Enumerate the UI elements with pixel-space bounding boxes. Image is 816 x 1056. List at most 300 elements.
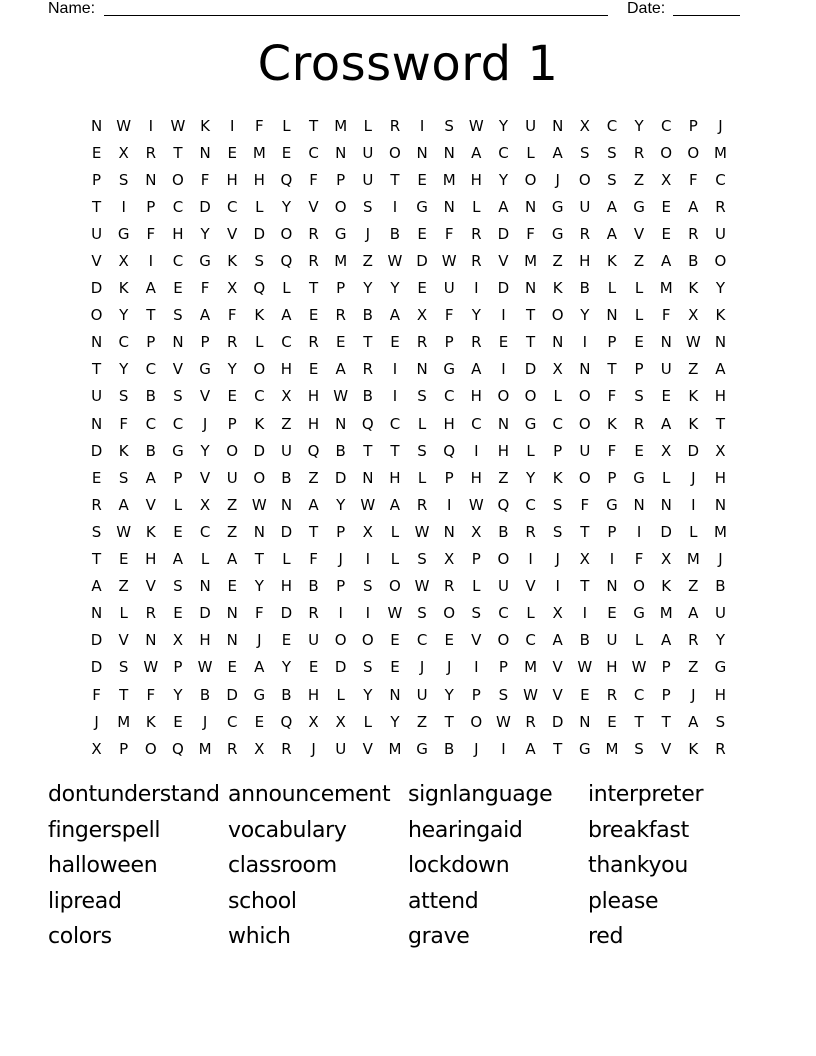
- grid-letter: T: [363, 333, 373, 352]
- grid-letter: O: [253, 468, 266, 487]
- grid-letter: X: [661, 170, 672, 189]
- grid-letter: H: [497, 441, 510, 460]
- grid-letter: V: [362, 739, 373, 758]
- grid-letter: S: [118, 170, 129, 189]
- grid-letter: T: [553, 739, 563, 758]
- grid-letter: O: [578, 468, 591, 487]
- grid-letter: A: [661, 252, 672, 271]
- grid-letter: R: [226, 739, 238, 758]
- grid-letter: Y: [715, 279, 726, 298]
- grid-letter: C: [660, 116, 672, 135]
- grid-letter: H: [307, 387, 320, 406]
- grid-letter: A: [688, 712, 699, 731]
- grid-letter: C: [172, 197, 184, 216]
- grid-letter: K: [200, 116, 210, 135]
- grid-letter: Y: [363, 279, 373, 298]
- grid-letter: M: [524, 658, 538, 677]
- grid-letter: C: [498, 143, 509, 162]
- grid-letter: L: [526, 604, 535, 623]
- grid-letter: A: [172, 550, 184, 569]
- grid-letter: C: [525, 631, 536, 650]
- grid-letter: E: [308, 306, 319, 325]
- grid-letter: F: [661, 306, 671, 325]
- grid-letter: O: [551, 306, 564, 325]
- grid-letter: M: [117, 712, 131, 731]
- word-bank-item: signlanguage: [408, 782, 553, 807]
- grid-letter: L: [634, 631, 644, 650]
- grid-letter: Y: [498, 116, 509, 135]
- grid-letter: L: [526, 143, 535, 162]
- grid-letter: Q: [280, 712, 293, 731]
- grid-letter: N: [552, 116, 564, 135]
- grid-letter: E: [661, 197, 671, 216]
- grid-letter: S: [715, 712, 726, 731]
- grid-letter: E: [417, 170, 427, 189]
- grid-letter: C: [172, 414, 184, 433]
- grid-letter: L: [282, 116, 291, 135]
- grid-letter: I: [474, 658, 479, 677]
- grid-letter: D: [497, 279, 510, 298]
- grid-letter: U: [660, 360, 672, 379]
- grid-letter: L: [662, 468, 671, 487]
- grid-letter: W: [197, 658, 213, 677]
- grid-letter: U: [280, 441, 292, 460]
- grid-letter: D: [226, 685, 238, 704]
- word-bank-item: fingerspell: [48, 817, 161, 843]
- grid-letter: A: [471, 143, 482, 162]
- grid-letter: N: [660, 495, 672, 514]
- grid-letter: S: [173, 577, 183, 596]
- grid-letter: U: [226, 468, 238, 487]
- grid-letter: T: [661, 712, 671, 731]
- grid-letter: S: [634, 739, 644, 758]
- grid-letter: T: [580, 522, 590, 541]
- grid-letter: V: [471, 631, 482, 650]
- grid-letter: E: [281, 631, 292, 650]
- grid-letter: K: [607, 414, 617, 433]
- grid-letter: O: [633, 577, 645, 596]
- grid-letter: A: [145, 279, 156, 298]
- grid-letter: D: [90, 441, 103, 460]
- grid-letter: I: [419, 116, 425, 135]
- grid-letter: O: [578, 170, 591, 189]
- grid-letter: Y: [200, 224, 210, 243]
- grid-letter: R: [281, 739, 292, 758]
- grid-letter: J: [419, 658, 425, 677]
- grid-letter: X: [362, 522, 373, 541]
- grid-letter: F: [580, 495, 590, 514]
- grid-letter: L: [363, 116, 372, 135]
- grid-letter: O: [497, 631, 510, 650]
- grid-letter: I: [121, 197, 126, 216]
- grid-letter: T: [390, 441, 400, 460]
- grid-letter: J: [338, 550, 343, 569]
- grid-letter: S: [118, 658, 129, 677]
- word-bank-item: classroom: [228, 853, 337, 878]
- grid-letter: O: [226, 441, 239, 460]
- grid-letter: X: [254, 739, 265, 758]
- word-bank-item: dontunderstand: [48, 782, 220, 807]
- grid-letter: N: [226, 631, 238, 650]
- grid-letter: S: [580, 143, 590, 162]
- grid-letter: U: [416, 685, 428, 704]
- grid-letter: S: [634, 387, 644, 406]
- grid-letter: E: [390, 658, 400, 677]
- grid-letter: A: [688, 604, 699, 623]
- grid-letter: B: [362, 306, 373, 325]
- word-bank-item: hearingaid: [408, 817, 523, 843]
- grid-letter: R: [688, 631, 699, 650]
- grid-letter: E: [498, 333, 509, 352]
- grid-letter: R: [688, 224, 699, 243]
- grid-letter: G: [199, 360, 211, 379]
- grid-letter: N: [714, 333, 727, 352]
- grid-letter: V: [633, 224, 645, 243]
- grid-letter: X: [688, 306, 699, 325]
- grid-letter: Y: [173, 685, 183, 704]
- grid-letter: U: [497, 577, 509, 596]
- grid-letter: Z: [227, 495, 238, 514]
- grid-letter: N: [90, 333, 103, 352]
- grid-letter: J: [94, 712, 99, 731]
- grid-letter: E: [417, 224, 427, 243]
- grid-letter: Y: [227, 360, 237, 379]
- grid-letter: R: [145, 604, 157, 623]
- grid-letter: N: [443, 522, 455, 541]
- grid-letter: A: [606, 197, 618, 216]
- word-bank-item: colors: [48, 924, 112, 949]
- grid-letter: C: [145, 360, 157, 379]
- name-blank-line: [104, 15, 608, 16]
- grid-letter: R: [362, 360, 374, 379]
- grid-letter: O: [524, 387, 537, 406]
- word-bank-item: which: [228, 924, 291, 949]
- grid-letter: F: [607, 387, 617, 406]
- grid-letter: H: [579, 252, 591, 271]
- grid-letter: N: [335, 414, 347, 433]
- grid-letter: T: [634, 712, 644, 731]
- grid-letter: I: [338, 604, 343, 623]
- grid-letter: E: [173, 522, 183, 541]
- grid-letter: R: [308, 604, 319, 623]
- grid-letter: T: [444, 712, 454, 731]
- grid-letter: N: [524, 279, 537, 298]
- grid-letter: N: [497, 414, 510, 433]
- grid-letter: X: [552, 360, 563, 379]
- grid-letter: B: [389, 224, 401, 243]
- grid-letter: X: [227, 279, 238, 298]
- grid-letter: T: [525, 333, 536, 352]
- grid-letter: R: [525, 522, 536, 541]
- grid-letter: K: [688, 414, 699, 433]
- grid-letter: K: [118, 279, 129, 298]
- grid-letter: H: [145, 550, 157, 569]
- grid-letter: B: [444, 739, 455, 758]
- grid-letter: L: [255, 197, 264, 216]
- grid-letter: J: [365, 224, 371, 243]
- grid-letter: O: [578, 387, 591, 406]
- grid-letter: P: [336, 170, 346, 189]
- grid-letter: O: [253, 360, 266, 379]
- grid-letter: T: [308, 522, 319, 541]
- grid-letter: S: [173, 387, 183, 406]
- grid-letter: I: [365, 550, 371, 569]
- grid-letter: U: [362, 143, 374, 162]
- grid-letter: H: [307, 685, 320, 704]
- grid-letter: X: [471, 522, 482, 541]
- word-bank-item: breakfast: [588, 817, 689, 843]
- grid-letter: L: [472, 197, 481, 216]
- grid-letter: V: [91, 252, 102, 271]
- grid-letter: N: [389, 685, 401, 704]
- grid-letter: M: [659, 279, 673, 298]
- grid-letter: F: [200, 279, 210, 298]
- grid-letter: N: [416, 143, 428, 162]
- grid-letter: P: [688, 116, 698, 135]
- grid-letter: F: [254, 604, 264, 623]
- grid-letter: B: [579, 279, 590, 298]
- grid-letter: M: [713, 522, 727, 541]
- grid-letter: T: [525, 306, 536, 325]
- grid-letter: L: [119, 604, 128, 623]
- grid-letter: M: [334, 252, 348, 271]
- grid-letter: L: [336, 685, 345, 704]
- grid-letter: Q: [443, 441, 456, 460]
- grid-letter: W: [387, 252, 403, 271]
- grid-letter: J: [718, 550, 723, 569]
- grid-letter: X: [661, 441, 672, 460]
- grid-letter: J: [311, 739, 316, 758]
- grid-letter: Q: [307, 441, 320, 460]
- grid-letter: Z: [688, 658, 699, 677]
- grid-letter: C: [118, 333, 129, 352]
- word-bank-item: lockdown: [408, 853, 510, 878]
- grid-letter: O: [524, 170, 537, 189]
- grid-letter: F: [200, 170, 210, 189]
- grid-letter: D: [199, 197, 211, 216]
- grid-letter: A: [389, 306, 401, 325]
- grid-letter: K: [552, 279, 563, 298]
- grid-letter: F: [607, 441, 617, 460]
- grid-letter: J: [718, 116, 723, 135]
- grid-letter: W: [631, 658, 647, 677]
- grid-letter: X: [91, 739, 102, 758]
- grid-letter: C: [172, 252, 184, 271]
- grid-letter: N: [362, 468, 374, 487]
- grid-letter: R: [606, 685, 618, 704]
- grid-letter: I: [229, 116, 235, 135]
- grid-letter: N: [714, 495, 727, 514]
- grid-letter: N: [524, 197, 537, 216]
- grid-letter: C: [281, 333, 292, 352]
- name-label: Name:: [48, 0, 96, 17]
- grid-letter: W: [116, 522, 132, 541]
- grid-letter: N: [145, 631, 157, 650]
- grid-letter: N: [226, 604, 238, 623]
- grid-letter: H: [470, 468, 482, 487]
- grid-letter: D: [524, 360, 537, 379]
- grid-letter: A: [606, 224, 618, 243]
- grid-letter: P: [200, 333, 210, 352]
- grid-letter: E: [661, 387, 671, 406]
- grid-letter: F: [227, 306, 237, 325]
- grid-letter: Z: [498, 468, 509, 487]
- grid-letter: A: [688, 197, 699, 216]
- grid-letter: E: [118, 550, 129, 569]
- grid-letter: P: [607, 522, 617, 541]
- grid-letter: P: [336, 522, 346, 541]
- grid-letter: C: [498, 604, 509, 623]
- grid-letter: B: [308, 577, 319, 596]
- grid-letter: R: [389, 116, 401, 135]
- grid-letter: Y: [254, 577, 264, 596]
- grid-letter: I: [148, 116, 154, 135]
- grid-letter: S: [417, 550, 427, 569]
- grid-letter: J: [691, 468, 696, 487]
- grid-letter: O: [280, 224, 293, 243]
- grid-letter: Y: [363, 685, 373, 704]
- grid-letter: X: [118, 143, 129, 162]
- grid-letter: L: [173, 495, 183, 514]
- grid-letter: U: [91, 387, 103, 406]
- grid-letter: W: [523, 685, 538, 704]
- grid-letter: D: [90, 658, 103, 677]
- grid-letter: T: [91, 360, 102, 379]
- grid-letter: P: [444, 333, 454, 352]
- grid-letter: Z: [362, 252, 373, 271]
- grid-letter: O: [687, 143, 700, 162]
- grid-letter: M: [334, 116, 348, 135]
- grid-letter: N: [633, 495, 645, 514]
- grid-letter: Q: [172, 739, 184, 758]
- grid-letter: S: [471, 604, 482, 623]
- grid-letter: T: [580, 577, 590, 596]
- grid-letter: G: [416, 739, 428, 758]
- grid-letter: A: [661, 631, 672, 650]
- grid-letter: A: [254, 658, 265, 677]
- grid-letter: N: [172, 333, 184, 352]
- grid-letter: U: [579, 197, 591, 216]
- grid-letter: D: [687, 441, 700, 460]
- grid-letter: U: [714, 224, 726, 243]
- grid-letter: X: [579, 550, 590, 569]
- grid-letter: I: [555, 577, 560, 596]
- grid-letter: N: [606, 306, 618, 325]
- grid-letter: T: [607, 360, 617, 379]
- grid-letter: J: [555, 170, 560, 189]
- grid-letter: I: [392, 387, 398, 406]
- grid-letter: H: [199, 631, 211, 650]
- grid-letter: F: [119, 414, 128, 433]
- grid-letter: W: [577, 658, 593, 677]
- grid-letter: L: [634, 306, 644, 325]
- grid-letter: C: [254, 387, 265, 406]
- grid-letter: C: [633, 685, 645, 704]
- grid-letter: C: [308, 143, 319, 162]
- grid-letter: Z: [416, 712, 428, 731]
- word-bank-item: school: [228, 888, 297, 914]
- grid-letter: S: [363, 658, 373, 677]
- grid-letter: Y: [525, 468, 536, 487]
- grid-letter: Z: [118, 577, 129, 596]
- grid-letter: T: [91, 550, 102, 569]
- grid-letter: W: [360, 495, 376, 514]
- grid-letter: S: [444, 116, 454, 135]
- grid-letter: O: [389, 577, 401, 596]
- grid-letter: L: [689, 522, 698, 541]
- grid-letter: G: [633, 604, 645, 623]
- grid-letter: W: [441, 252, 457, 271]
- grid-letter: R: [226, 333, 238, 352]
- grid-letter: D: [497, 224, 510, 243]
- grid-letter: P: [471, 550, 481, 569]
- grid-letter: J: [202, 414, 208, 433]
- grid-letter: V: [118, 631, 129, 650]
- grid-letter: W: [468, 495, 484, 514]
- grid-letter: Z: [227, 522, 238, 541]
- grid-letter: H: [714, 468, 727, 487]
- grid-letter: Z: [308, 468, 319, 487]
- grid-letter: R: [443, 577, 455, 596]
- grid-letter: K: [688, 387, 699, 406]
- grid-letter: A: [498, 197, 509, 216]
- grid-letter: O: [497, 387, 510, 406]
- grid-letter: S: [498, 685, 509, 704]
- word-bank-item: grave: [408, 924, 470, 949]
- grid-letter: H: [389, 468, 401, 487]
- grid-letter: C: [471, 414, 482, 433]
- grid-letter: W: [414, 522, 430, 541]
- grid-letter: R: [471, 333, 482, 352]
- grid-letter: P: [173, 658, 183, 677]
- grid-letter: M: [198, 739, 212, 758]
- grid-letter: B: [199, 685, 211, 704]
- grid-letter: R: [91, 495, 102, 514]
- grid-letter: O: [361, 631, 374, 650]
- grid-letter: A: [389, 495, 401, 514]
- grid-letter: P: [607, 333, 617, 352]
- grid-letter: H: [714, 387, 727, 406]
- grid-letter: V: [145, 577, 156, 596]
- grid-letter: N: [443, 197, 455, 216]
- worksheet-header: [48, 0, 748, 20]
- word-bank-item: vocabulary: [228, 817, 347, 843]
- grid-letter: S: [363, 197, 373, 216]
- grid-letter: H: [307, 414, 320, 433]
- grid-letter: W: [333, 387, 349, 406]
- grid-letter: H: [226, 170, 238, 189]
- grid-letter: N: [579, 712, 591, 731]
- grid-letter: Y: [281, 658, 292, 677]
- word-bank-item: red: [588, 924, 624, 949]
- grid-letter: G: [633, 468, 645, 487]
- grid-letter: O: [578, 414, 591, 433]
- grid-letter: K: [661, 577, 672, 596]
- grid-letter: T: [91, 197, 102, 216]
- grid-letter: V: [661, 739, 672, 758]
- grid-letter: I: [636, 522, 642, 541]
- grid-letter: Y: [634, 116, 644, 135]
- grid-letter: Z: [688, 360, 699, 379]
- grid-letter: U: [308, 631, 320, 650]
- grid-letter: P: [498, 658, 508, 677]
- grid-letter: G: [551, 224, 564, 243]
- grid-letter: L: [363, 712, 372, 731]
- grid-letter: T: [146, 306, 156, 325]
- grid-letter: J: [555, 550, 560, 569]
- grid-letter: A: [525, 739, 536, 758]
- grid-letter: U: [606, 631, 618, 650]
